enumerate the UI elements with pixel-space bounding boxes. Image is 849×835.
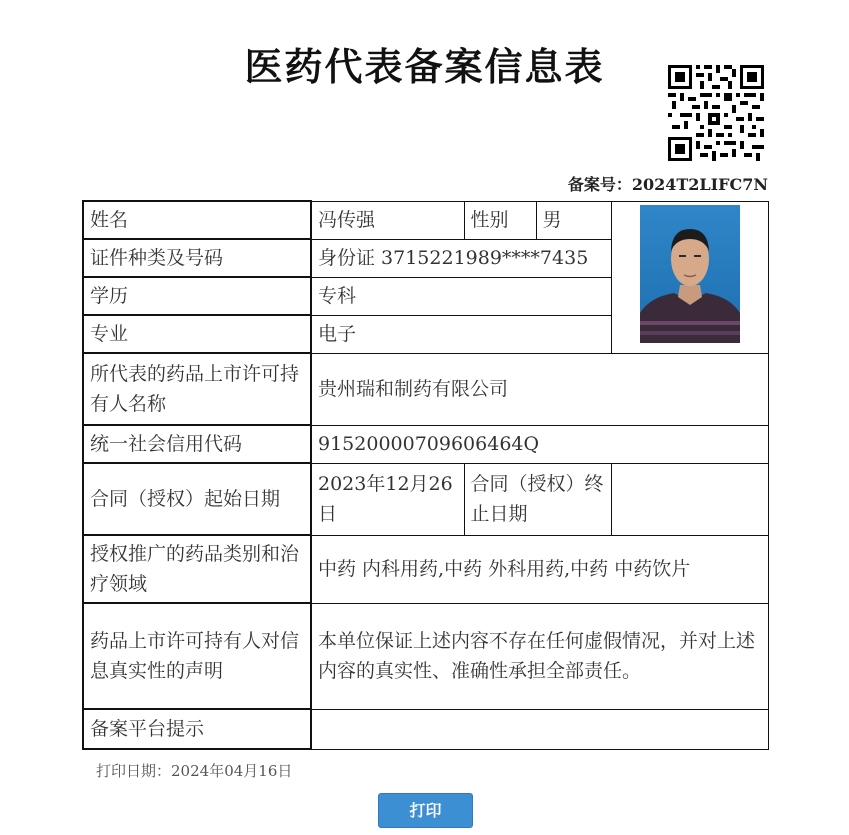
mah-value: 贵州瑞和制药有限公司 bbox=[311, 353, 768, 425]
contract-start-value: 2023年12月26日 bbox=[311, 463, 464, 535]
id-label: 证件种类及号码 bbox=[83, 239, 311, 277]
record-number-value: 2024T2LIFC7N bbox=[631, 175, 768, 194]
contract-end-label: 合同（授权）终止日期 bbox=[464, 463, 611, 535]
gender-label: 性别 bbox=[464, 201, 536, 239]
print-date-label: 打印日期： bbox=[96, 762, 172, 780]
page-title: 医药代表备案信息表 bbox=[244, 44, 605, 89]
gender-value: 男 bbox=[536, 201, 611, 239]
scope-label: 授权推广的药品类别和治疗领域 bbox=[83, 535, 311, 603]
record-number-label: 备案号： bbox=[567, 175, 632, 194]
print-date bbox=[96, 760, 292, 781]
education-value: 专科 bbox=[311, 277, 611, 315]
info-table bbox=[82, 200, 769, 750]
name-label: 姓名 bbox=[83, 201, 311, 239]
scope-value: 中药 内科用药,中药 外科用药,中药 中药饮片 bbox=[311, 535, 768, 603]
mah-label: 所代表的药品上市许可持有人名称 bbox=[83, 353, 311, 425]
print-button[interactable]: 打印 bbox=[378, 793, 473, 828]
id-photo bbox=[640, 205, 740, 343]
qr-code-icon bbox=[668, 65, 764, 161]
platform-note-label: 备案平台提示 bbox=[83, 709, 311, 749]
name-value: 冯传强 bbox=[311, 201, 464, 239]
education-label: 学历 bbox=[83, 277, 311, 315]
declaration-value: 本单位保证上述内容不存在任何虚假情况，并对上述内容的真实性、准确性承担全部责任。 bbox=[311, 603, 768, 709]
platform-note-value bbox=[311, 709, 768, 749]
credit-code-value: 91520000709606464Q bbox=[311, 425, 768, 463]
record-number bbox=[520, 172, 768, 195]
major-value: 电子 bbox=[311, 315, 611, 353]
contract-start-label: 合同（授权）起始日期 bbox=[83, 463, 311, 535]
major-label: 专业 bbox=[83, 315, 311, 353]
photo-cell bbox=[611, 201, 768, 353]
contract-end-value bbox=[611, 463, 768, 535]
credit-code-label: 统一社会信用代码 bbox=[83, 425, 311, 463]
declaration-label: 药品上市许可持有人对信息真实性的声明 bbox=[83, 603, 311, 709]
id-value: 身份证 3715221989****7435 bbox=[311, 239, 611, 277]
print-date-value: 2024年04月16日 bbox=[171, 762, 293, 780]
